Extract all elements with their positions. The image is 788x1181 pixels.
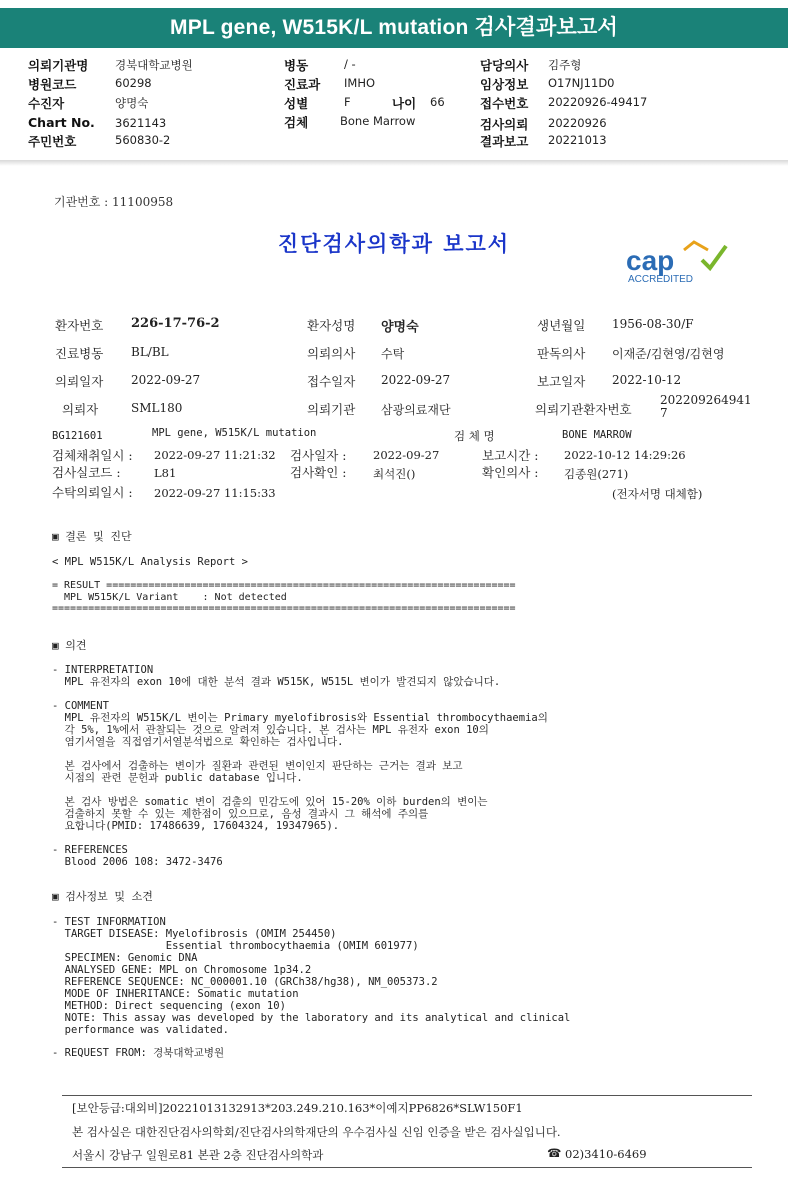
header-label: 수진자 xyxy=(28,96,65,111)
header-value: 경북대학교병원 xyxy=(115,58,193,72)
header-label: 임상정보 xyxy=(480,77,529,92)
header-label: 검사의뢰 xyxy=(480,117,529,132)
header-value: 20221013 xyxy=(548,133,607,147)
patient-field-label: 의뢰의사 xyxy=(307,346,356,361)
header-divider xyxy=(0,160,788,166)
security-line: [보안등급:대외비]20221013132913*203.249.210.163*이예지PP6826*SLW150F1 xyxy=(72,1101,523,1115)
header-label: 주민번호 xyxy=(28,134,77,149)
header-value: 20220926 xyxy=(548,116,607,130)
patient-field-value: 이재준/김현영/김현영 xyxy=(612,347,725,361)
patient-number: 226-17-76-2 xyxy=(131,316,220,331)
header-value: 양명숙 xyxy=(115,96,149,110)
header-label: Chart No. xyxy=(28,115,95,130)
footer-bottom-line xyxy=(62,1167,752,1168)
report-time-label: 보고시간 : xyxy=(482,448,539,463)
patient-field-label: 의뢰일자 xyxy=(55,374,104,389)
patient-field-label: 보고일자 xyxy=(537,374,586,389)
age-value: 66 xyxy=(430,95,445,109)
confirm-label: 검사확인 : xyxy=(290,465,347,480)
analysis-report-title: < MPL W515K/L Analysis Report > xyxy=(52,556,248,568)
cap-logo-subtitle: ACCREDITED xyxy=(628,274,694,285)
exam-date-label: 검사일자 : xyxy=(290,448,347,463)
header-value: / - xyxy=(344,57,356,71)
interpretation: - INTERPRETATION MPL 유전자의 exon 10에 대한 분석 결과 W515K, W515L 변이가 발견되지 않았습니다. xyxy=(52,664,501,688)
header-label: 진료과 xyxy=(284,77,321,92)
comment-basis: 본 검사에서 검출하는 변이가 질환과 관련된 변이인지 판단하는 근거는 결과 보고 시점의 관련 문헌과 public database 입니다. xyxy=(64,760,463,784)
patient-field-label: 의뢰기관환자번호 xyxy=(535,402,632,417)
room-label: 검사실코드 : xyxy=(52,465,121,480)
header-label: 의뢰기관명 xyxy=(28,58,89,73)
references: - REFERENCES Blood 2006 108: 3472-3476 xyxy=(52,844,223,868)
patient-field-value: 삼광의료재단 xyxy=(381,403,451,417)
patient-field-label: 판독의사 xyxy=(537,346,586,361)
confirm-value: 최석진() xyxy=(373,467,416,481)
patient-field-value-cont: 7 xyxy=(660,406,668,420)
patient-field-label: 의뢰기관 xyxy=(307,402,356,417)
cap-logo-word: cap xyxy=(626,245,675,276)
patient-field-label: 환자번호 xyxy=(55,318,104,333)
patient-name: 양명숙 xyxy=(381,320,419,335)
report-title: 진단검사의학과 보고서 xyxy=(277,231,511,256)
header-label: 병원코드 xyxy=(28,77,77,92)
test-information: - TEST INFORMATION TARGET DISEASE: Myelofibrosis (OMIM 254450) Essential thrombocythaemia (OMIM 601977) SPECIMEN: Genomic DNA ANALYSED GENE: MPL on Chromosome 1p34.2 REFERENCE SEQUENCE: NC_000001.10 (GRCh38/hg38), NM_005373.2 MODE OF INHERITANCE: Somatic mutation METHOD: Direct sequencing (exon 10) NOTE: This assay was developed by the laboratory and its analytical and clinical performance was validated. xyxy=(52,916,571,1036)
patient-field-value: BL/BL xyxy=(131,345,169,359)
institution-number: 기관번호 : 11100958 xyxy=(54,195,174,209)
header-label: 검체 xyxy=(284,115,309,130)
header-label: 결과보고 xyxy=(480,134,529,149)
header-value: 20220926-49417 xyxy=(548,95,648,109)
lab-address: 서울시 강남구 일원로81 본관 2층 진단검사의학과 xyxy=(72,1148,324,1162)
header-label: 접수번호 xyxy=(480,96,529,111)
header-value: F xyxy=(344,95,351,109)
request-value: 2022-09-27 11:15:33 xyxy=(154,486,276,500)
collect-label: 검체채취일시 : xyxy=(52,448,133,463)
collect-value: 2022-09-27 11:21:32 xyxy=(154,448,276,462)
header-value: IMHO xyxy=(344,76,376,90)
opinion-heading: ▣ 의견 xyxy=(52,639,87,652)
header-label: 성별 xyxy=(284,96,309,111)
patient-field-value: 2022-09-27 xyxy=(381,373,451,387)
request-from: - REQUEST FROM: 경북대학교병원 xyxy=(52,1047,225,1059)
patient-field-value: 2022-10-12 xyxy=(612,373,682,387)
header-value: Bone Marrow xyxy=(340,114,416,128)
patient-birth: 1956-08-30/F xyxy=(612,317,694,331)
result-block: = RESULT ==================================================================== MPL W515K/L Variant : Not detected ============================================================================= xyxy=(52,580,516,614)
patient-field-value: 2022-09-27 xyxy=(131,373,201,387)
patient-field-value: 수탁 xyxy=(381,347,405,361)
patient-field-value: SML180 xyxy=(131,401,183,415)
room-value: L81 xyxy=(154,466,177,480)
exam-date-value: 2022-09-27 xyxy=(373,448,440,462)
comment: - COMMENT MPL 유전자의 W515K/L 변이는 Primary myelofibrosis와 Essential thrombocythaemia의 각 5%, 1%에서 관찰되는 것으로 알려져 있습니다. 본 검사는 MPL 유전자 exon 10의 염기서열을 직접염기서열분석법으로 확인하는 검사입니다. xyxy=(52,700,548,748)
report-banner-title: MPL gene, W515K/L mutation 검사결과보고서 xyxy=(0,8,788,48)
header-value: 60298 xyxy=(115,76,152,90)
patient-field-label: 의뢰자 xyxy=(62,402,99,417)
age-label: 나이 xyxy=(392,96,417,111)
test-info-heading: ▣ 검사정보 및 소견 xyxy=(52,890,153,903)
header-label: 병동 xyxy=(284,58,309,73)
patient-field-label: 접수일자 xyxy=(307,374,356,389)
header-value: O17NJ11D0 xyxy=(548,76,615,90)
esign-note: (전자서명 대체함) xyxy=(612,487,703,501)
report-time-value: 2022-10-12 14:29:26 xyxy=(564,448,686,462)
patient-field-label: 환자성명 xyxy=(307,318,356,333)
test-code: BG121601 xyxy=(52,430,103,442)
comment-limitation: 본 검사 방법은 somatic 변이 검출의 민감도에 있어 15-20% 이하 burden의 변이는 검출하지 못할 수 있는 제한점이 있으므로, 음성 결과시 그 해석에 주의를 요합니다(PMID: 17486639, 17604324, 19347965). xyxy=(64,796,488,832)
patient-field-label: 생년월일 xyxy=(537,318,586,333)
header-label: 담당의사 xyxy=(480,58,529,73)
specimen-label: 검 체 명 xyxy=(454,429,495,443)
confirm-doctor-value: 김종원(271) xyxy=(564,467,629,481)
cap-accredited-logo xyxy=(622,240,732,285)
patient-field-value: 202209264941 xyxy=(660,393,752,407)
lab-phone: 02)3410-6469 xyxy=(565,1147,647,1161)
footer-top-line xyxy=(62,1095,752,1096)
conclusion-heading: ▣ 결론 및 진단 xyxy=(52,530,132,543)
certification-notice: 본 검사실은 대한진단검사의학회/진단검사의학재단의 우수검사실 신임 인증을 받은 검사실입니다. xyxy=(72,1125,561,1139)
header-value: 560830-2 xyxy=(115,133,171,147)
phone-icon: ☎ xyxy=(547,1146,562,1160)
confirm-doctor-label: 확인의사 : xyxy=(482,465,539,480)
patient-field-label: 진료병동 xyxy=(55,346,104,361)
header-value: 김주형 xyxy=(548,58,582,72)
test-name: MPL gene, W515K/L mutation xyxy=(152,427,317,439)
specimen-value: BONE MARROW xyxy=(562,429,632,441)
request-label: 수탁의뢰일시 : xyxy=(52,485,133,500)
header-value: 3621143 xyxy=(115,116,167,130)
